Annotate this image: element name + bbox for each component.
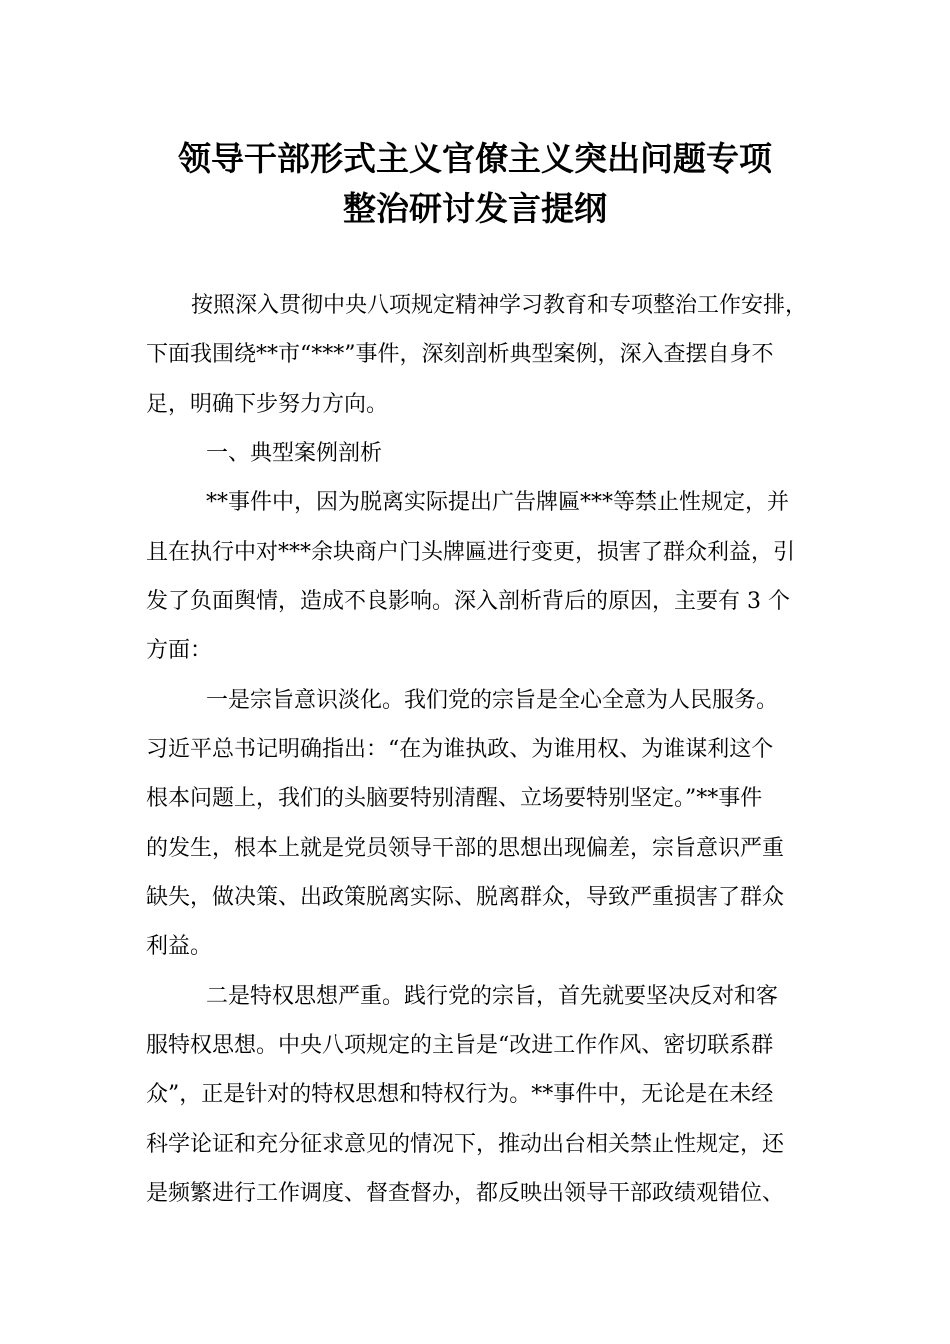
paragraph-line: 众”，正是针对的特权思想和特权行为。**事件中，无论是在未经 <box>146 1082 774 1107</box>
paragraph-line: 服特权思想。中央八项规定的主旨是“改进工作作风、密切联系群 <box>146 1033 774 1058</box>
paragraph-line: 的发生，根本上就是党员领导干部的思想出现偏差，宗旨意识严重 <box>146 836 785 861</box>
paragraph-line: 一是宗旨意识淡化。我们党的宗旨是全心全意为人民服务。 <box>206 688 779 713</box>
document-title-line-1: 领导干部形式主义官僚主义突出问题专项 <box>178 139 772 178</box>
paragraph-line: 科学论证和充分征求意见的情况下，推动出台相关禁止性规定，还 <box>146 1132 785 1157</box>
document-title-line-2: 整治研讨发言提纲 <box>343 189 607 228</box>
paragraph-line: 且在执行中对***余块商户门头牌匾进行变更，损害了群众利益，引 <box>146 540 796 565</box>
paragraph-line: 下面我围绕**市“***”事件，深刻剖析典型案例，深入查摆自身不 <box>146 342 774 367</box>
paragraph-line: 按照深入贯彻中央八项规定精神学习教育和专项整治工作安排， <box>191 293 808 318</box>
paragraph-line: 方面： <box>146 638 213 663</box>
paragraph-line: 发了负面舆情，造成不良影响。深入剖析背后的原因，主要有 3 个 <box>146 589 790 614</box>
section-heading: 一、典型案例剖析 <box>206 441 383 466</box>
paragraph-line: 根本问题上，我们的头脑要特别清醒、立场要特别坚定。”**事件 <box>146 786 763 811</box>
paragraph-line: 足，明确下步努力方向。 <box>146 392 389 417</box>
paragraph-line: **事件中，因为脱离实际提出广告牌匾***等禁止性规定，并 <box>206 490 790 515</box>
paragraph-line: 缺失，做决策、出政策脱离实际、脱离群众，导致严重损害了群众 <box>146 885 785 910</box>
paragraph-line: 利益。 <box>146 934 213 959</box>
paragraph-line: 是频繁进行工作调度、督查督办，都反映出领导干部政绩观错位、 <box>146 1181 785 1206</box>
paragraph-line: 习近平总书记明确指出：“在为谁执政、为谁用权、为谁谋利这个 <box>146 737 774 762</box>
paragraph-line: 二是特权思想严重。践行党的宗旨，首先就要坚决反对和客 <box>206 984 779 1009</box>
